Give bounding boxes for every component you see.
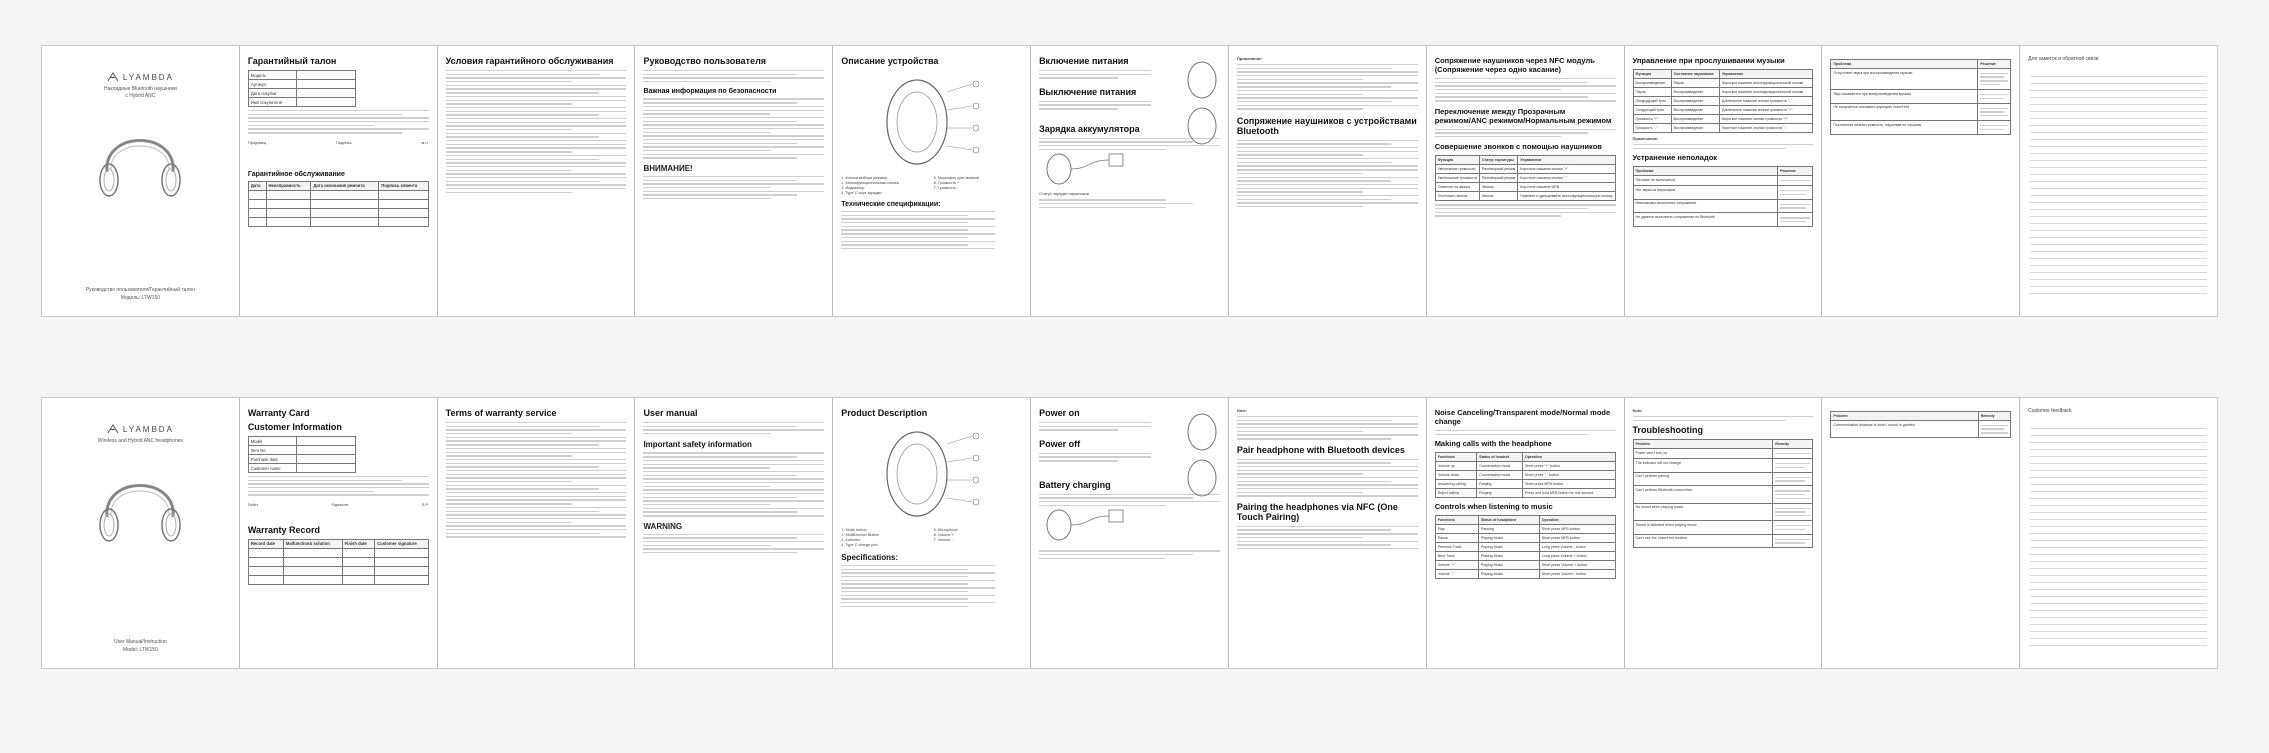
row-label: Артикул [248,80,296,89]
trouble2-panel-en [1822,398,2020,668]
terms-body-lines [446,422,627,538]
calls-table: Функция Статус гарнитуры Управление Увеличение громкости Разговорный режим Короткое нажатие кнопки "+" Уменьшение громкости Разговорный режим Короткое нажатие кнопки "-" Ответить на звонок Звонок Короткое нажатие MFB Отклонить звонок Звонок Нажмите и удерживайте многофункциональную кнопку [1435,155,1616,201]
earcup-diagram-icon [872,72,992,172]
music-title: Управление при прослушивании музыки [1632,56,1785,65]
col-header: Problem [1633,440,1773,449]
col-header: Состояние наушников [1671,70,1719,79]
cover-subtitle [50,86,231,100]
row-label: Customer name [248,464,296,473]
power-panel-ru [1031,46,1229,316]
col-header: Дата окончания ремонта [311,181,379,190]
nfc-title: Сопряжение наушников через NFC модуль (Сопряжение через одно касание) [1434,56,1595,74]
col-header: Remedy [1978,412,2010,421]
signature-row [248,502,429,507]
terms-body-lines [446,70,627,193]
safety-title: Important safety information [643,440,752,450]
signature-label: Подпись [335,139,352,145]
warranty-panel-en [240,398,438,668]
calls-title: Совершение звонков с помощью наушников [1434,142,1602,152]
terms-text-lines [248,476,429,496]
col-header: Operation [1522,453,1615,462]
anc-mode-title: Переключение между Прозрачным режимом/ANC режимом/Нормальным режимом [1434,106,1612,125]
device-panel-ru [833,46,1031,316]
headphones-illustration [95,455,185,555]
charge-title: Зарядка аккумулятора [1039,123,1140,134]
music-table: Functions Status of headphone Operation Play Pausing Short press MFB button Pause Playing Music Short press MFB button Previous Track Playing Music Long press Volume - button Next Track Playing Music Long press Volume + button Volume "+" Playing Music Short press Volume + button Volume "-" Playing Music Short press Volume - button [1435,515,1616,579]
cover-panel-en [42,398,240,668]
music-table: Функция Состояние наушников Управление Воспроизведение Пауза Короткое нажатие многофункциональной кнопки Пауза Воспроизведение Короткое нажатие многофункциональной кнопки Предыдущий трек Воспроизведение Длительное нажатие кнопки громкости "-" Следующий трек Воспроизведение Длительное нажатие кнопки громкости "+" Громкость "+" Воспроизведение Короткое нажатие кнопки громкости "+" Громкость "-" Воспроизведение Короткое нажатие кнопки громкости "-" [1633,69,1814,133]
cover-footer-line1: Руководство пользователя/Гарантийный талон [85,287,195,293]
cover-footer-line1: User Manual/Instruction [114,639,167,645]
col-header: Проблема [1633,167,1778,176]
manual-panel-en [635,398,833,668]
trouble-table-continued: Проблема Решение Отсутствие звука при воспроизведении музыки Звук искажается при воспроизведении музыки Не получается поставить функцию Voice/Hint Постоянная низкая громкость, наушники не слышны [1830,59,2011,135]
col-header: Подпись клиента [379,181,428,190]
power-panel-en [1031,398,1229,668]
music-title: Controls when listening to music [1434,502,1553,512]
notes-title: Customer feedback [2028,408,2072,414]
col-header: Проблема [1831,60,1978,69]
trouble-panel-en [1625,398,1823,668]
pairing-title: Сопряжение наушников с устройствами Bluetooth [1236,115,1417,136]
col-header: Record date [248,539,283,548]
warning-title: WARNING [643,521,683,531]
part-label: 2. Multifunction Button [841,533,879,537]
nfc-pairing-title: Pairing the headphones via NFC (One Touch Pairing) [1236,501,1398,522]
cover-panel-ru [42,46,240,316]
part-label: 6. Volume + [933,533,954,537]
customer-info-title: Customer Information [247,422,342,432]
col-header: Functions [1435,516,1478,525]
notes-ruled-lines [2030,422,2207,652]
cover-subtitle-line2: с Hybrid ANC [125,93,156,99]
part-label: 3. Индикатор [841,186,865,190]
col-header: Управление [1518,156,1615,165]
device-parts-legend [841,176,1022,195]
charge-status-label: Статус зарядки наушников [1039,191,1089,197]
row-label: Purchase date [248,455,296,464]
signature-label: Signature [331,501,349,507]
part-label: 3. Indicator [841,538,861,542]
customer-info-table [248,436,356,473]
row-label: Дата покупки [248,89,296,98]
spec-title: Specifications: [841,553,899,562]
col-header: Неисправность [266,181,311,190]
part-label: 5. Микрофон для звонков [933,176,979,180]
seller-label: Seller [247,501,259,507]
part-label: 7. Громкость - [933,186,959,190]
col-header: Status of headset [1477,453,1523,462]
row-label: Item No. [248,446,296,455]
part-label: 7. Volume - [933,538,953,542]
cover-subtitle-line1: Накладные Bluetooth наушники [103,86,177,92]
col-header: Malfunction& solution [283,539,342,548]
power-off-title: Power off [1039,438,1081,449]
trouble2-panel-ru [1822,46,2020,316]
trouble-table-continued: Problem Remedy Communication distance is short / sound is garbled [1830,411,2011,438]
trouble-table: Problem Remedy Power won't turn on The indicator will not change Can't perform pairing Can't perform Bluetooth connection No sound when playing music Sound is distorted when playing music Can't use the Voice/Hint function [1633,439,1814,548]
row-label: Model [248,437,296,446]
row-label: Имя покупателя [248,98,296,107]
col-header: Status of headphone [1478,516,1539,525]
lyambda-logo-icon [107,72,119,82]
terms-title: Terms of warranty service [445,408,557,418]
power-diagram-icon [1182,58,1222,148]
manual-sheet-ru [41,45,2218,317]
spec-title: Технические спецификации: [841,201,941,208]
device-panel-en [833,398,1031,668]
col-header: Управление [1720,70,1813,79]
device-parts-legend [841,528,1022,547]
col-header: Решение [1778,167,1813,176]
col-header: Функция [1633,70,1671,79]
terms-text-lines [248,110,429,134]
part-label: 6. Громкость + [933,181,960,185]
lyambda-logo-icon [107,424,119,434]
device-diagram [841,424,1022,524]
stamp-label: S.P. [421,501,429,507]
col-header: Functions [1435,453,1477,462]
device-diagram [841,72,1022,172]
warranty-title: Гарантийный талон [247,56,337,66]
manual-title: Руководство пользователя [643,56,767,66]
charge-title: Battery charging [1039,479,1111,490]
calls-title: Making calls with the headphone [1434,439,1552,449]
charging-diagram-icon [1039,152,1139,186]
warranty-record-table [248,539,429,585]
device-title: Описание устройства [841,56,939,66]
cover-subtitle: Wireless and Hybrid ANC headphones [97,438,184,444]
charging-diagram-icon [1039,508,1139,542]
pairing-title: Pair headphone with Bluetooth devices [1236,444,1405,455]
col-header: Решение [1978,60,2011,69]
row-label: Модель [248,71,296,80]
signature-row [248,140,429,145]
seller-label: Продавец [247,139,267,145]
pairing-panel-ru [1229,46,1427,316]
notes-title: Для заметок и обратной связи [2028,56,2099,62]
customer-info-table [248,70,356,107]
notes-ruled-lines [2030,70,2207,300]
brand-name: LYAMBDA [122,424,174,434]
calls-table: Functions Status of headset Operation Volume up Conversation mode Short press "+" button Volume down Conversation mode Short press "-" button Answering calling Ringing Short press MFB button Reject calling Ringing Press and hold MFB button for one second [1435,452,1616,498]
power-on-title: Power on [1039,408,1080,418]
power-on-title: Включение питания [1039,56,1129,66]
warranty-panel-ru [240,46,438,316]
terms-panel-ru [438,46,636,316]
trouble-title: Troubleshooting [1632,425,1703,436]
pairing-note-title: Note: [1236,408,1248,413]
trouble-note-title: Note: [1632,408,1643,413]
safety-title: Важная информация по безопасности [643,88,777,96]
anc-panel-en [1427,398,1625,668]
warranty-record-title: Warranty Record [247,524,320,535]
brand-name: LYAMBDA [122,72,174,82]
trouble-table: Проблема Решение Питание не включается Нет звука из наушников Невозможно выполнить сопряжение Не удается выполнить сопряжение по Bluetooth [1633,166,1814,227]
col-header: Operation [1539,516,1615,525]
part-label: 1. Кнопка выбора режима [841,176,887,180]
brand-logo [50,424,231,434]
col-header: Remedy [1773,440,1813,449]
power-off-title: Выключение питания [1039,86,1137,97]
part-label: 4. Type C charge port [841,543,878,547]
device-title: Product Description [841,408,928,418]
col-header: Дата [248,181,266,190]
part-label: 5. Microphone [933,528,958,532]
col-header: Finish date [342,539,375,548]
warning-title: ВНИМАНИЕ! [643,163,693,173]
trouble-title: Устранение неполадок [1632,153,1718,163]
manual-sheet-en [41,397,2218,669]
notes-panel-ru [2020,46,2217,316]
warranty-record-title: Гарантийное обслуживание [247,170,345,178]
anc-mode-title: Noise Canceling/Transparent mode/Normal mode change [1434,408,1611,426]
col-header: Customer signature [375,539,429,548]
cover-footer-line2: Model: LTW150 [122,646,158,653]
music-note-title: Примечание: [1632,136,1659,141]
headphones-illustration [95,110,185,210]
earcup-diagram-icon [872,424,992,524]
brand-logo [50,72,231,82]
pairing-note-title: Примечание: [1236,56,1263,61]
warranty-title: Warranty Card [247,408,310,418]
part-label: 4. Type C порт зарядки [841,191,882,195]
warranty-record-table [248,181,429,227]
pairing-panel-en [1229,398,1427,668]
part-label: 2. Многофункциональная кнопка [841,181,899,185]
manual-panel-ru [635,46,833,316]
stamp-label: м.п. [421,139,429,145]
col-header: Problem [1831,412,1978,421]
cover-footer [42,639,239,654]
cover-footer [42,287,239,302]
cover-footer-line2: Модель: LTW150 [120,294,161,301]
col-header: Статус гарнитуры [1479,156,1517,165]
manual-title: User manual [643,408,698,418]
notes-panel-en [2020,398,2217,668]
part-label: 1. Mode button [841,528,867,532]
terms-panel-en [438,398,636,668]
power-diagram-icon [1182,410,1222,500]
nfc-panel-ru [1427,46,1625,316]
terms-title: Условия гарантийного обслуживания [445,56,614,66]
col-header: Функция [1435,156,1479,165]
music-panel-ru [1625,46,1823,316]
